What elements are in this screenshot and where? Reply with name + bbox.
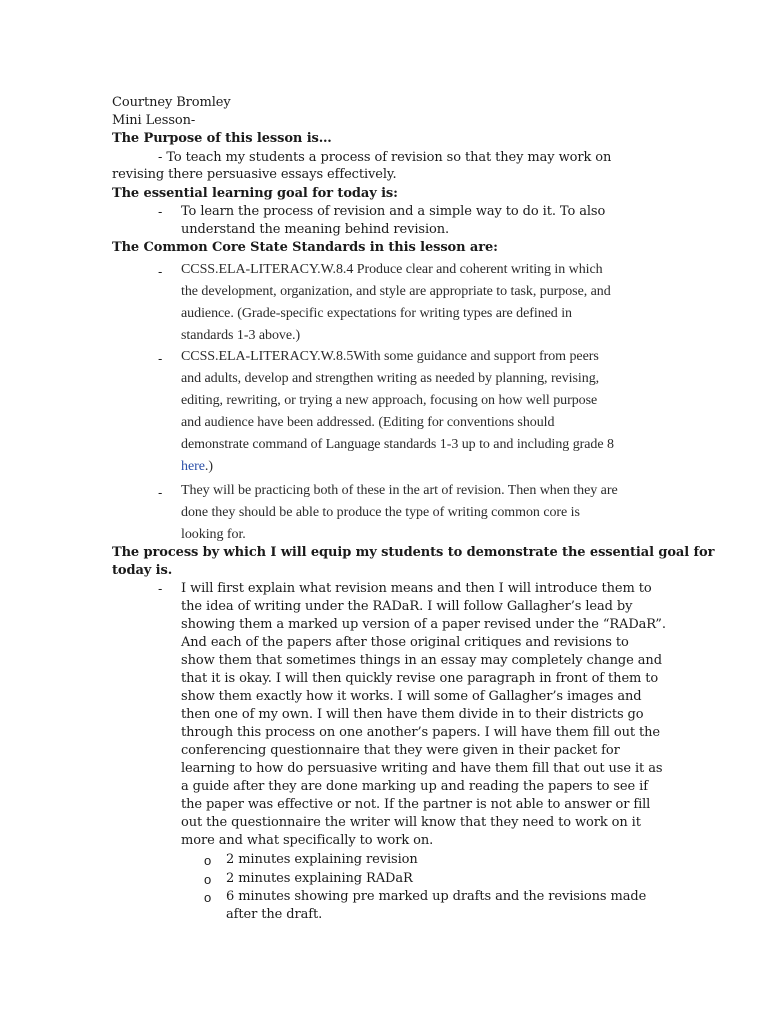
standard-w85-line: and adults, develop and strengthen writing as needed by planning, revising, xyxy=(181,371,600,386)
process-text-line: show them exactly how it works. I will some of Gallagher’s images and xyxy=(181,689,642,704)
standard-w85-last-line xyxy=(181,456,213,478)
process-text-line: showing them a marked up version of a paper revised under the “RADaR”. xyxy=(181,617,666,632)
standard-w84-line: audience. (Grade-specific expectations for writing types are defined in xyxy=(181,306,573,321)
standard-w84-line: CCSS.ELA-LITERACY.W.8.4 Produce clear and coherent writing in which xyxy=(181,262,603,277)
goal-heading: The essential learning goal for today is: xyxy=(112,186,398,201)
goal-bullet: - xyxy=(158,204,163,219)
sub-bullet: o xyxy=(204,890,212,905)
process-bullet: - xyxy=(158,581,163,596)
standards-bullet: - xyxy=(158,264,163,279)
process-text-line: that it is okay. I will then quickly revise one paragraph in front of them to xyxy=(181,671,659,686)
standard-w85-line: and audience have been addressed. (Editing for conventions should xyxy=(181,415,555,430)
standard-w84-line: standards 1-3 above.) xyxy=(181,328,301,343)
standards-note-line: looking for. xyxy=(181,527,246,542)
standards-note-line: They will be practicing both of these in the art of revision. Then when they are xyxy=(181,483,618,498)
process-text-line: through this process on one another’s papers. I will have them fill out the xyxy=(181,725,660,740)
process-text-line: And each of the papers after those original critiques and revisions to xyxy=(181,635,629,650)
process-text-line: show them that sometimes things in an essay may completely change and xyxy=(181,653,662,668)
process-text-line: the idea of writing under the RADaR. I will follow Gallagher’s lead by xyxy=(181,599,633,614)
process-text-line: learning to how do persuasive writing and have them fill that out use it as xyxy=(181,761,663,776)
time-item: 2 minutes explaining revision xyxy=(226,852,418,867)
process-text-line: more and what specifically to work on. xyxy=(181,833,434,848)
process-heading: today is. xyxy=(112,563,173,578)
document-subtitle: Mini Lesson- xyxy=(112,113,196,128)
time-item: 6 minutes showing pre marked up drafts and the revisions made xyxy=(226,889,647,904)
standard-w85-closing: .) xyxy=(204,459,213,474)
process-text-line: the paper was effective or not. If the partner is not able to answer or fill xyxy=(181,797,651,812)
standards-note-line: done they should be able to produce the type of writing common core is xyxy=(181,505,580,520)
sub-bullet: o xyxy=(204,872,212,887)
standard-w84-line: the development, organization, and style are appropriate to task, purpose, and xyxy=(181,284,611,299)
here-link[interactable]: here xyxy=(181,459,205,474)
purpose-heading: The Purpose of this lesson is… xyxy=(112,131,332,146)
process-text-line: conferencing questionnaire that they were given in their packet for xyxy=(181,743,620,758)
process-text-line: then one of my own. I will then have them divide in to their districts go xyxy=(181,707,644,722)
process-text-line: I will first explain what revision means and then I will introduce them to xyxy=(181,581,652,596)
standards-heading: The Common Core State Standards in this lesson are: xyxy=(112,240,498,255)
standard-w85-line: CCSS.ELA-LITERACY.W.8.5With some guidance and support from peers xyxy=(181,349,599,364)
standards-bullet: - xyxy=(158,485,163,500)
time-item: 2 minutes explaining RADaR xyxy=(226,871,413,886)
goal-text-line: understand the meaning behind revision. xyxy=(181,222,450,237)
process-text-line: a guide after they are done marking up and reading the papers to see if xyxy=(181,779,648,794)
author-name: Courtney Bromley xyxy=(112,95,231,110)
purpose-text-line: - To teach my students a process of revision so that they may work on xyxy=(158,150,612,165)
goal-text-line: To learn the process of revision and a simple way to do it. To also xyxy=(181,204,606,219)
standard-w85-line: editing, rewriting, or trying a new approach, focusing on how well purpose xyxy=(181,393,598,408)
standards-bullet: - xyxy=(158,351,163,366)
standard-w85-line: demonstrate command of Language standards 1-3 up to and including grade 8 xyxy=(181,437,614,452)
purpose-text-line: revising there persuasive essays effectively. xyxy=(112,167,397,182)
sub-bullet: o xyxy=(204,853,212,868)
time-item-continued: after the draft. xyxy=(226,907,323,922)
process-heading: The process by which I will equip my students to demonstrate the essential goal for xyxy=(112,545,715,560)
process-text-line: out the questionnaire the writer will know that they need to work on it xyxy=(181,815,641,830)
